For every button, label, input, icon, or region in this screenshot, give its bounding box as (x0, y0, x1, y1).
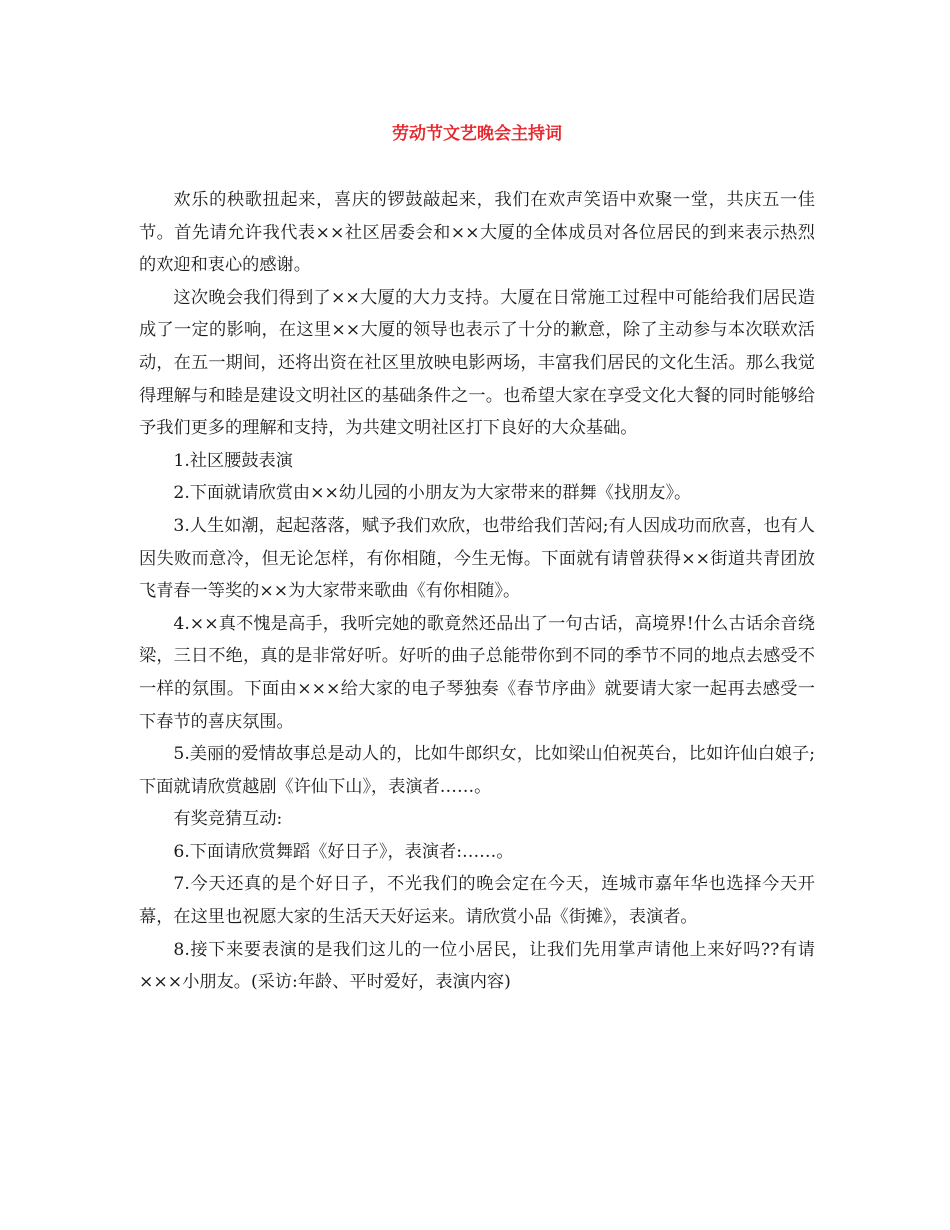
program-item-6: 6.下面请欣赏舞蹈《好日子》，表演者:……。 (173, 841, 514, 862)
program-item-5: 5.美丽的爱情故事总是动人的，比如牛郎织女，比如梁山伯祝英台，比如许仙白娘子;下面就请欣赏越剧《许仙下山》，表演者……。 (139, 744, 815, 797)
quiz-interaction: 有奖竞猜互动: (173, 809, 283, 830)
program-item-3: 3.人生如潮，起起落落，赋予我们欢欣，也带给我们苦闷;有人因成功而欣喜，也有人因失败而意冷，但无论怎样，有你相随，今生无悔。下面就有请曾获得××街道共青团放飞青春一等奖的××为大家带来歌曲《有你相随》。 (139, 515, 815, 602)
program-item-2: 2.下面就请欣赏由××幼儿园的小朋友为大家带来的群舞《找朋友》。 (173, 483, 692, 504)
document-title: 劳动节文艺晚会主持词 (392, 124, 562, 144)
document-page (139, 118, 815, 999)
program-item-1: 1.社区腰鼓表演 (173, 450, 293, 471)
paragraph-support: 这次晚会我们得到了××大厦的大力支持。大厦在日常施工过程中可能给我们居民造成了一定的影响，在这里××大厦的领导也表示了十分的歉意，除了主动参与本次联欢活动，在五一期间，还将出资在社区里放映电影两场，丰富我们居民的文化生活。那么我觉得理解与和睦是建设文明社区的基础条件之一。也希望大家在享受文化大餐的同时能够给予我们更多的理解和支持，为共建文明社区打下良好的大众基础。 (139, 287, 815, 439)
program-item-7: 7.今天还真的是个好日子，不光我们的晚会定在今天，连城市嘉年华也选择今天开幕，在这里也祝愿大家的生活天天好运来。请欣赏小品《街摊》，表演者。 (139, 874, 815, 928)
paragraph-intro: 欢乐的秧歌扭起来，喜庆的锣鼓敲起来，我们在欢声笑语中欢聚一堂，共庆五一佳节。首先请允许我代表××社区居委会和××大厦的全体成员对各位居民的到来表示热烈的欢迎和衷心的感谢。 (139, 190, 815, 276)
program-item-4: 4.××真不愧是高手，我听完她的歌竟然还品出了一句古话，高境界!什么古话余音绕梁，三日不绝，真的是非常好听。好听的曲子总能带你到不同的季节不同的地点去感受不一样的氛围。下面由×××给大家的电子琴独奏《春节序曲》就要请大家一起再去感受一下春节的喜庆氛围。 (139, 613, 815, 732)
program-item-8: 8.接下来要表演的是我们这儿的一位小居民，让我们先用掌声请他上来好吗??有请×××小朋友。(采访:年龄、平时爱好，表演内容) (139, 939, 815, 993)
